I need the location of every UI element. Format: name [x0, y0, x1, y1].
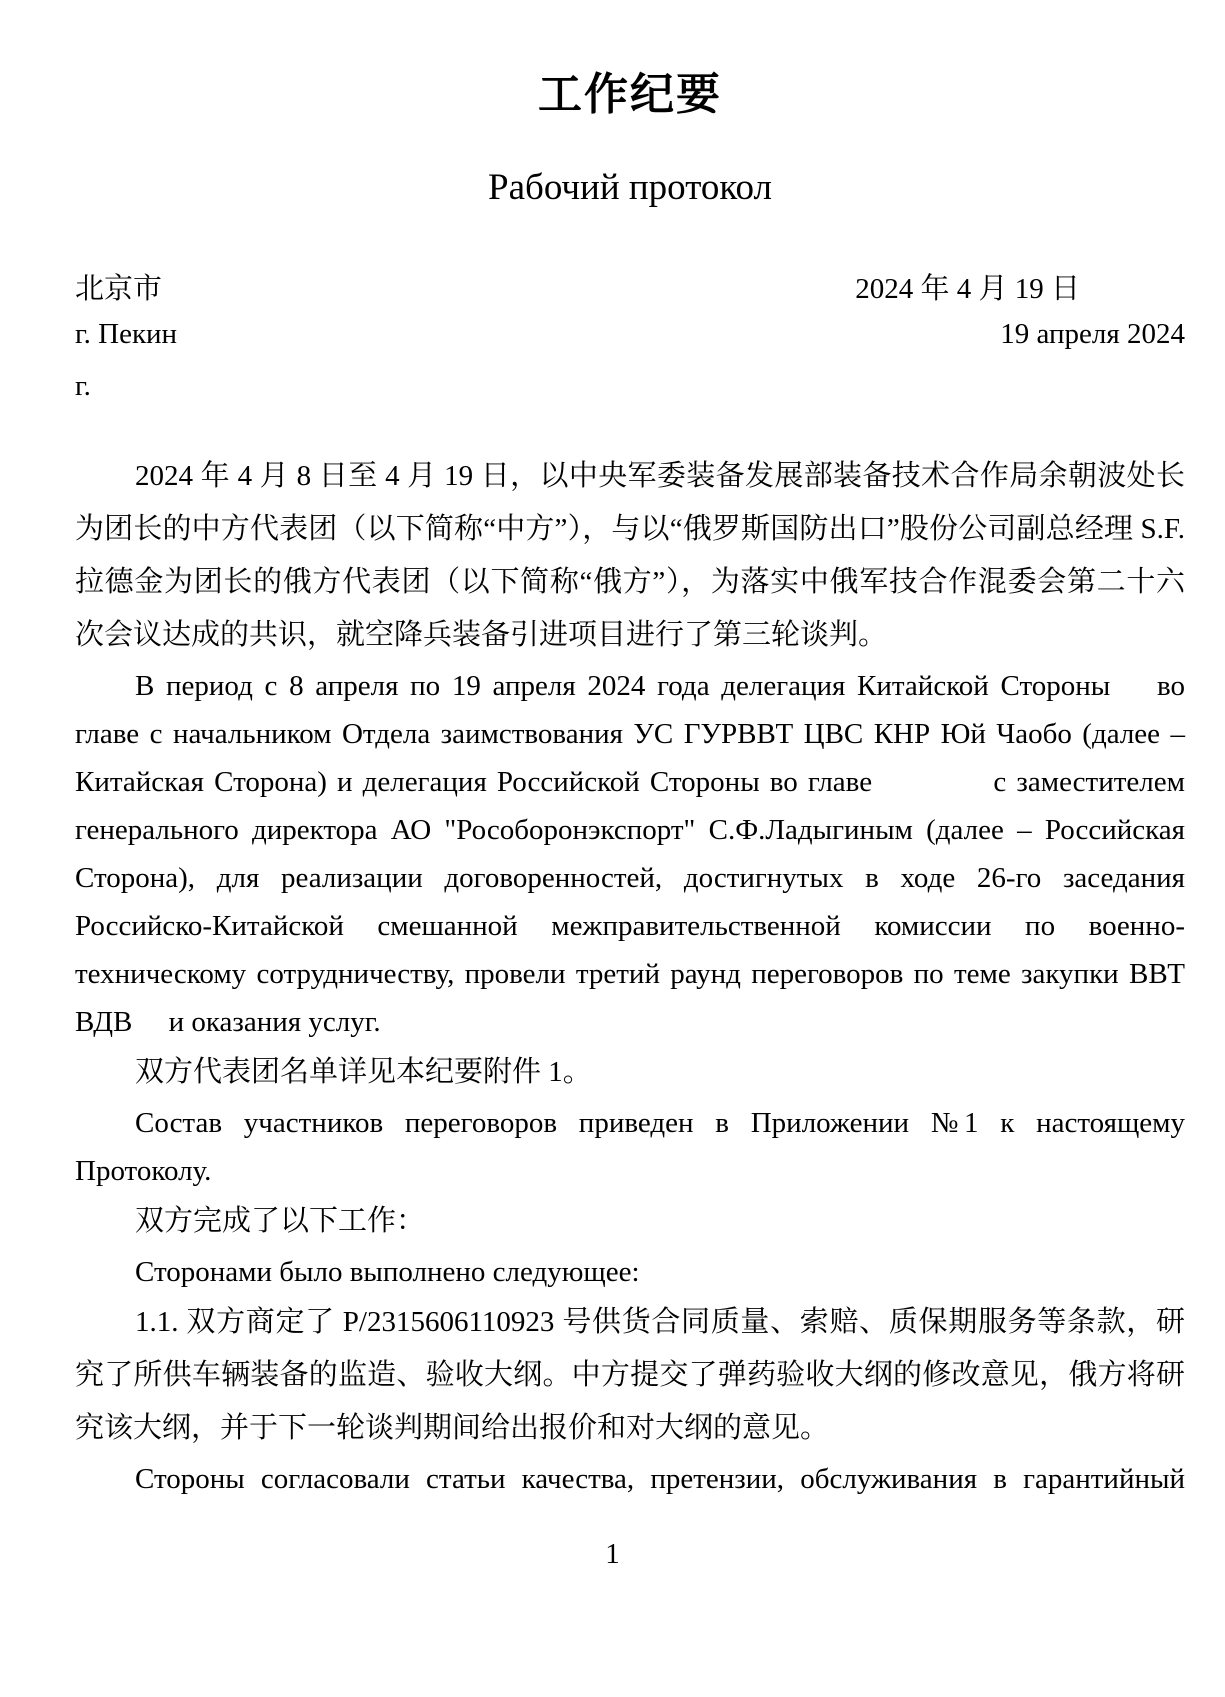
- paragraph: 双方完成了以下工作：: [135, 1205, 426, 1237]
- paragraph: Состав участников переговоров приведен в Приложении №1 к настоящему Протоколу.: [75, 1107, 1185, 1187]
- paragraph: 2024 年 4 月 8 日至 4 月 19 日，以中央军委装备发展部装备技术合作局余朝波处长为团长的中方代表团（以下简称“中方”），与以“俄罗斯国防出口”股份公司副总经理 S.F.拉德金为团长的俄方代表团（以下简称“俄方”），为落实中俄军技合作混委会第二十六次会议达成的共识，就空降兵装备引进项目进行了第三轮谈判。: [75, 460, 1185, 651]
- date-row-zh: [75, 266, 1185, 318]
- date-block: [75, 266, 1185, 422]
- document-body: [75, 450, 1185, 1503]
- date-ru-wrap: г.: [75, 370, 91, 402]
- place-zh: 北京市: [75, 273, 163, 305]
- document-title-ru: Рабочий протокол: [488, 167, 772, 208]
- place-ru: г. Пекин: [75, 318, 178, 350]
- page-number: 1: [605, 1538, 620, 1570]
- paragraph: В период с 8 апреля по 19 апреля 2024 года делегация Китайской Стороны во главе с начальником Отдела заимствования УС ГУРВВТ ЦВС КНР Юй Чаобо (далее – Китайская Сторона) и делегация Российской Стороны во главе с заместителем генерального директора АО "Рособоронэкспорт" С.Ф.Ладыгиным (далее – Российская Сторона), для реализации договоренностей, достигнутых в ходе 26-го заседания Российско-Китайской смешанной межправительственной комиссии по военно-техническому сотрудничеству, провели третий раунд переговоров по теме закупки ВВТ ВДВ и оказания услуг.: [75, 670, 1185, 1038]
- paragraph: 1.1. 双方商定了 P/2315606110923 号供货合同质量、索赔、质保期服务等条款，研究了所供车辆装备的监造、验收大纲。中方提交了弹药验收大纲的修改意见，俄方将研究该大纲，并于下一轮谈判期间给出报价和对大纲的意见。: [75, 1306, 1185, 1444]
- date-row-ru: [75, 318, 1185, 370]
- paragraph: 双方代表团名单详见本纪要附件 1。: [135, 1056, 592, 1088]
- document-title-zh: 工作纪要: [538, 69, 722, 120]
- paragraph: Стороны согласовали статьи качества, претензии, обслуживания в гарантийный: [135, 1463, 1185, 1495]
- date-ru: 19 апреля 2024: [1000, 318, 1185, 350]
- paragraph: Сторонами было выполнено следующее:: [135, 1256, 640, 1288]
- date-zh: 2024 年 4 月 19 日: [855, 273, 1080, 305]
